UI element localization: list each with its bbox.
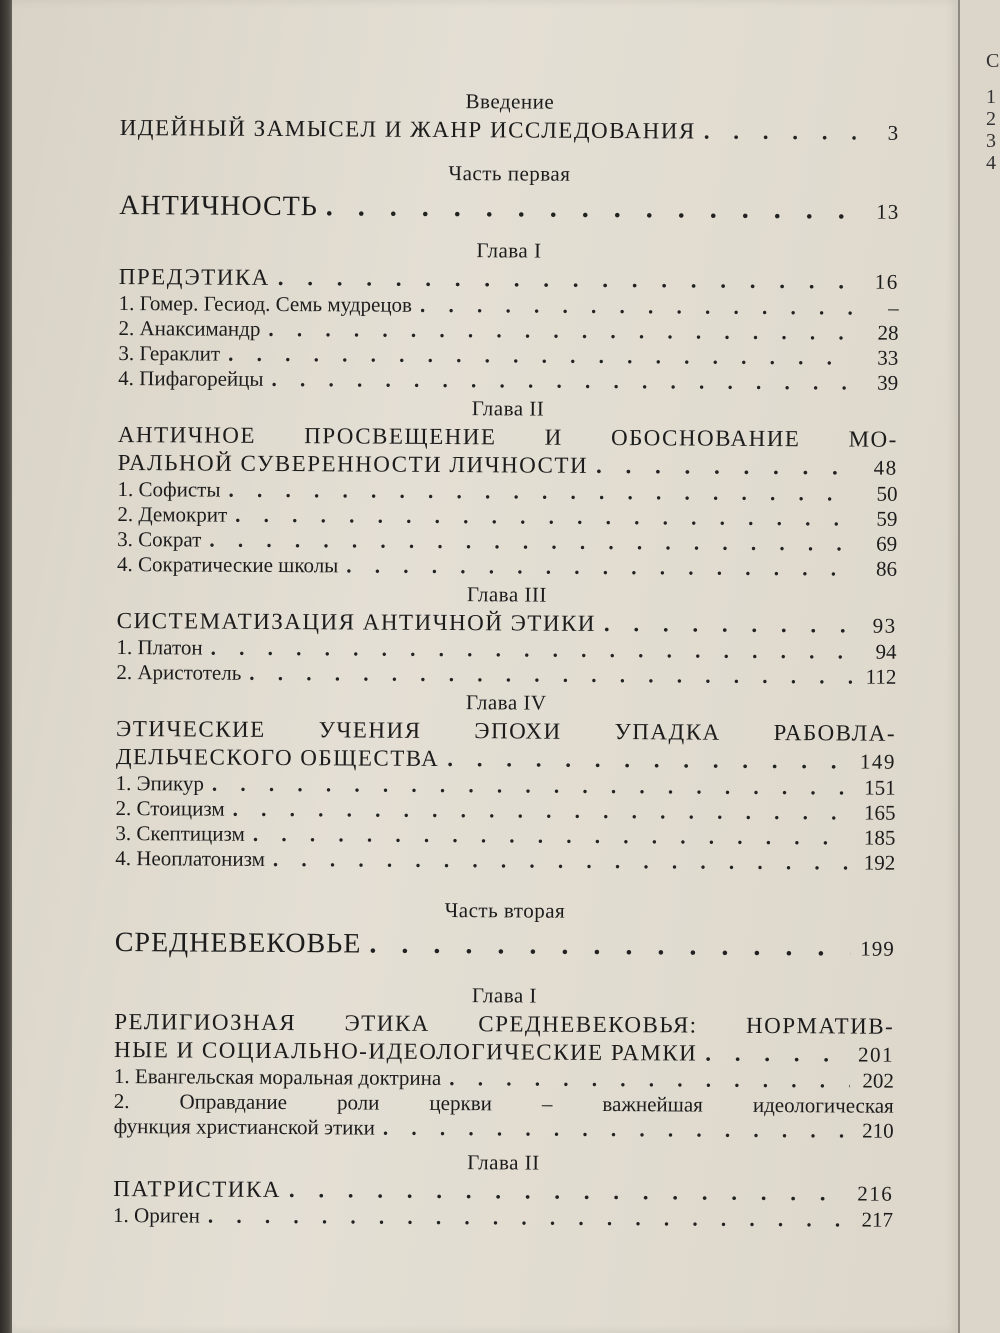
toc-entry-section (117, 552, 897, 582)
entry-page: 216 (857, 1181, 894, 1206)
leader-dots (212, 772, 852, 801)
leader-dots (235, 503, 853, 532)
chapter-title: ПРЕДЭТИКА (118, 263, 270, 290)
leader-dots (228, 478, 853, 507)
chapter-label: Глава I (476, 238, 542, 263)
part-title: АНТИЧНОСТЬ (119, 189, 318, 223)
chapter-label: Глава II (471, 396, 545, 421)
entry-page: 151 (864, 775, 896, 800)
leader-dots (705, 1040, 850, 1068)
leader-dots (447, 745, 852, 774)
adjacent-page-fragment: С (986, 50, 1000, 72)
entry-page: 201 (858, 1042, 895, 1067)
entry-page: 210 (862, 1118, 894, 1143)
entry-page: 50 (876, 481, 898, 506)
leader-dots (369, 925, 851, 968)
leader-dots (289, 1176, 850, 1206)
leader-dots (278, 264, 855, 295)
entry-page: 13 (876, 199, 900, 224)
toc-entry-section (113, 1203, 893, 1233)
leader-dots (209, 528, 853, 557)
entry-page: 165 (863, 800, 896, 825)
leader-dots (346, 553, 853, 581)
chapter-title-line1: ЭТИЧЕСКИЕ УЧЕНИЯ ЭПОХИ УПАДКА РАБОВЛА- (115, 715, 897, 746)
section-title: 1. Гомер. Гесиод. Семь мудрецов (118, 290, 413, 317)
part-title: СРЕДНЕВЕКОВЬЕ (114, 926, 362, 960)
leader-dots (208, 1204, 849, 1233)
leader-dots (449, 1066, 850, 1093)
section-title: 4. Неоплатонизм (115, 845, 265, 871)
intro-label: Введение (465, 89, 555, 114)
entry-page: 112 (865, 664, 897, 689)
section-title: 3. Скептицизм (115, 820, 245, 846)
toc-entry-section (114, 1114, 894, 1144)
section-title: 3. Гераклит (118, 340, 221, 366)
entry-page: 217 (861, 1207, 894, 1232)
chapter-title: ПАТРИСТИКА (113, 1175, 281, 1203)
entry-page: 59 (876, 506, 898, 531)
toc-entry-part1 (119, 186, 899, 232)
entry-page: 192 (863, 850, 896, 875)
section-title: 1. Евангельская моральная доктрина (113, 1063, 442, 1090)
leader-dots (326, 187, 856, 230)
chapter-title: СИСТЕМАТИЗАЦИЯ АНТИЧНОЙ ЭТИКИ (116, 607, 597, 636)
adjacent-page-fragment: 1 (986, 86, 996, 108)
toc-entry-section (116, 660, 896, 690)
entry-page: 16 (874, 269, 899, 294)
book-page (12, 0, 960, 1333)
chapter-title-line2: НЫЕ И СОЦИАЛЬНО-ИДЕОЛОГИЧЕСКИЕ РАМКИ (114, 1036, 698, 1066)
leader-dots (268, 317, 854, 346)
leader-dots (211, 636, 853, 665)
entry-page: 48 (873, 455, 898, 480)
section-title: 2. Стоицизм (115, 795, 225, 821)
leader-dots (383, 1116, 850, 1144)
entry-page: 33 (877, 345, 899, 370)
entry-page: 185 (863, 825, 896, 850)
part-label: Часть первая (448, 161, 571, 186)
toc-entry-section (118, 366, 898, 396)
leader-dots (420, 293, 855, 321)
section-title: 2. Анаксимандр (118, 315, 261, 341)
leader-dots (604, 610, 853, 639)
chapter-label: Глава I (471, 983, 538, 1008)
section-title: 4. Пифагорейцы (118, 365, 264, 391)
chapter-label: Глава II (467, 1150, 540, 1175)
entry-page: 94 (875, 639, 897, 664)
leader-dots (273, 847, 851, 876)
entry-title: ИДЕЙНЫЙ ЗАМЫСЕЛ И ЖАНР ИССЛЕДОВАНИЯ (119, 114, 696, 144)
section-title: 1. Платон (116, 634, 203, 660)
leader-dots (233, 797, 852, 826)
entry-page: 93 (872, 613, 897, 638)
leader-dots (271, 367, 854, 396)
toc-entry-part2 (115, 923, 895, 969)
section-title-line2: функция христианской этики (113, 1113, 375, 1140)
chapter-title-line2: РАЛЬНОЙ СУВЕРЕННОСТИ ЛИЧНОСТИ (117, 449, 589, 478)
entry-page: 86 (875, 556, 898, 581)
adjacent-page-fragment: 3 (986, 130, 996, 152)
chapter-label: Глава IV (465, 690, 547, 715)
part-label: Часть вторая (444, 897, 566, 923)
entry-page: 69 (876, 531, 898, 556)
chapter-title-line1: АНТИЧНОЕ ПРОСВЕЩЕНИЕ И ОБОСНОВАНИЕ МО- (117, 421, 898, 452)
table-of-contents (113, 84, 900, 1233)
adjacent-page-fragment: 4 (986, 152, 996, 174)
section-title: 4. Сократические школы (116, 551, 339, 578)
leader-dots (228, 342, 854, 371)
section-title: 2. Аристотель (116, 659, 242, 685)
entry-page: 202 (862, 1068, 894, 1093)
chapter-title-line1: РЕЛИГИОЗНАЯ ЭТИКА СРЕДНЕВЕКОВЬЯ: НОРМАТИВ- (114, 1008, 895, 1039)
entry-page: 199 (860, 936, 895, 961)
entry-page: 3 (887, 120, 900, 145)
entry-page: 28 (877, 320, 899, 345)
leader-dots (704, 118, 856, 146)
leader-dots (253, 822, 852, 851)
adjacent-page-edge (958, 0, 1000, 1333)
leader-dots (596, 452, 854, 481)
entry-page: – (888, 295, 899, 320)
section-title: 1. Ориген (113, 1202, 200, 1228)
entry-page: 149 (859, 749, 896, 774)
toc-entry-section (115, 846, 895, 876)
leader-dots (249, 661, 852, 690)
entry-page: 39 (877, 370, 899, 395)
section-title: 1. Эпикур (115, 770, 205, 796)
section-title: 3. Сократ (117, 526, 202, 552)
chapter-label: Глава III (466, 582, 547, 607)
chapter-title-line2: ДЕЛЬЧЕСКОГО ОБЩЕСТВА (115, 743, 440, 771)
section-title: 2. Демокрит (117, 501, 228, 527)
section-title: 1. Софисты (117, 476, 221, 502)
adjacent-page-fragment: 2 (986, 108, 996, 130)
section-title-line1: 2. Оправдание роли церкви – важнейшая идеологическая (113, 1088, 894, 1118)
